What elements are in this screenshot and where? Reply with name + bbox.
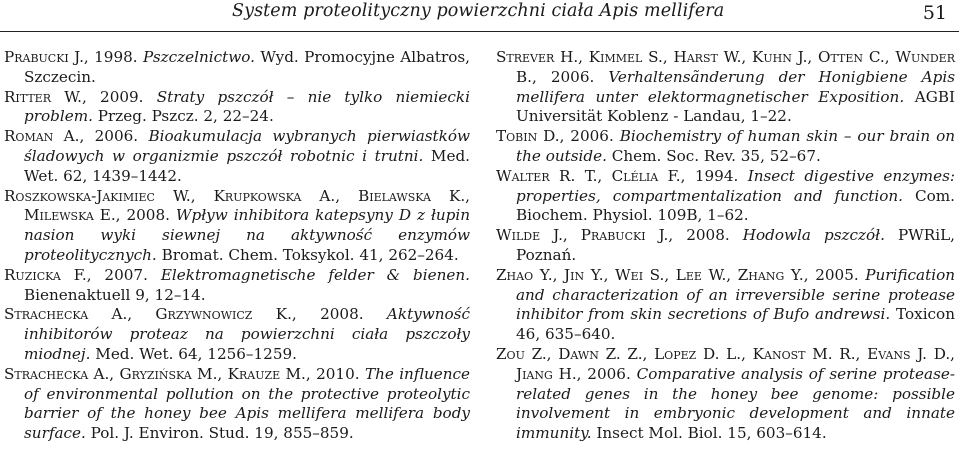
- ref-year: , 1998.: [83, 48, 144, 66]
- ref-year: , 2008.: [291, 305, 387, 324]
- ref-authors: Zhao Y., Jin Y., Wei S., Lee W., Zhang Y.: [496, 265, 804, 284]
- reference-entry: [4, 305, 470, 364]
- ref-year: , 2010.: [305, 364, 365, 383]
- ref-source: Insect Mol. Biol. 15, 603–614.: [591, 424, 827, 443]
- ref-year: , 2009.: [81, 87, 157, 106]
- ref-title: Insect digestive enzymes: properties, compartmentalization and function.: [516, 166, 955, 205]
- ref-source: Przeg. Pszcz. 2, 22–24.: [92, 107, 274, 126]
- reference-entry: [4, 48, 470, 88]
- reference-entry: [4, 187, 470, 266]
- ref-year: , 2006.: [79, 127, 149, 146]
- reference-column-left: [4, 48, 470, 444]
- ref-source: Med. Wet. 62, 1439–1442.: [24, 146, 471, 185]
- ref-title: Purification and characterization of an irreversible serine protease inhibitor from skin secretions of Bufo andrewsi.: [516, 265, 955, 324]
- ref-title: Hodowla pszczół.: [742, 226, 885, 245]
- ref-authors: Strever H., Kimmel S., Harst W., Kuhn J., Otten C., Wunder B.: [496, 48, 955, 86]
- ref-source: Com. Biochem. Physiol. 109B, 1–62.: [516, 186, 955, 225]
- reference-entry: [496, 226, 955, 266]
- ref-authors: Zou Z., Dawn Z. Z., Lopez D. L., Kanost M. R., Evans J. D., Jiang H.: [496, 344, 955, 383]
- ref-source: Med. Wet. 64, 1256–1259.: [90, 344, 298, 363]
- ref-source: Pol. J. Environ. Stud. 19, 855–859.: [85, 424, 354, 443]
- ref-source: Wyd. Promocyjne Albatros, Szczecin.: [24, 48, 471, 86]
- ref-year: , 2008.: [115, 206, 176, 225]
- ref-year: , 2005.: [803, 265, 866, 284]
- ref-authors: Roman A.: [4, 127, 80, 146]
- ref-title: Elektromagnetische felder & bienen.: [160, 265, 470, 284]
- ref-authors: Roszkowska-Jakimiec W., Krupkowska A., Bielawska K., Milewska E.: [4, 186, 470, 225]
- ref-title: Comparative analysis of serine protease-related genes in the honey bee genome: possible involvement in embryonic development and innate immunity.: [516, 364, 955, 443]
- running-title: System proteolityczny powierzchni ciała Apis mellifera: [232, 1, 725, 21]
- ref-year: , 2006.: [576, 364, 637, 383]
- ref-year: , 1994.: [680, 166, 748, 185]
- ref-year: , 2008.: [668, 226, 743, 245]
- ref-authors: Ritter W.: [4, 87, 82, 106]
- reference-entry: [496, 167, 955, 226]
- reference-entry: [496, 266, 955, 345]
- ref-title: The influence of environmental pollution on the protective proteolytic barrier of the honey bee Apis mellifera mellifera body surface.: [24, 364, 471, 443]
- reference-column-right: [496, 48, 955, 444]
- reference-entry: [496, 48, 955, 127]
- ref-title: Bioakumulacja wybranych pierwiastków śladowych w organizmie pszczół robotnic i trutni.: [24, 127, 470, 165]
- ref-authors: Prabucki J.: [4, 48, 84, 66]
- ref-source: Chem. Soc. Rev. 35, 52–67.: [606, 146, 821, 165]
- ref-title: Pszczelnictwo.: [143, 48, 255, 66]
- ref-year: , 2006.: [532, 67, 609, 86]
- ref-title: Aktywność inhibitorów proteaz na powierzchni ciała pszczoły miodnej.: [24, 305, 470, 363]
- ref-authors: Strachecka A., Gryzińska M., Krauze M.: [4, 364, 306, 383]
- reference-entry: [496, 127, 955, 167]
- page-header: [0, 0, 959, 30]
- reference-entry: [4, 365, 470, 444]
- ref-source: AGBI Universität Koblenz - Landau, 1–22.: [516, 87, 955, 126]
- ref-authors: Wilde J., Prabucki J.: [496, 226, 669, 245]
- reference-entry: [4, 88, 470, 128]
- ref-title: Straty pszczół – nie tylko niemiecki problem.: [24, 87, 470, 126]
- page-number: 51: [922, 2, 947, 24]
- ref-title: Verhaltensãnderung der Honigbiene Apis mellifera unter elektormagnetischer Exposition.: [516, 67, 955, 106]
- reference-entry: [496, 345, 955, 444]
- ref-title: Wpływ inhibitora katepsyny D z łupin nasion wyki siewnej na aktywność enzymów proteolitycznych.: [24, 206, 471, 264]
- ref-authors: Walter R. T., Clélia F.: [496, 166, 681, 185]
- reference-entry: [4, 266, 470, 306]
- reference-entry: [4, 127, 470, 186]
- ref-authors: Ruzicka F.: [4, 265, 87, 284]
- ref-source: PWRiL, Poznań.: [516, 226, 955, 264]
- ref-authors: Strachecka A., Grzywnowicz K.: [4, 305, 292, 324]
- ref-year: , 2006.: [559, 127, 620, 146]
- header-rule: [0, 31, 959, 32]
- ref-year: , 2007.: [86, 265, 161, 284]
- ref-authors: Tobin D.: [496, 127, 560, 146]
- ref-source: Bienenaktuell 9, 12–14.: [24, 285, 206, 304]
- ref-title: Biochemistry of human skin – our brain on the outside.: [516, 127, 955, 165]
- ref-source: Toxicon 46, 635–640.: [516, 305, 955, 344]
- ref-source: Bromat. Chem. Toksykol. 41, 262–264.: [156, 245, 459, 264]
